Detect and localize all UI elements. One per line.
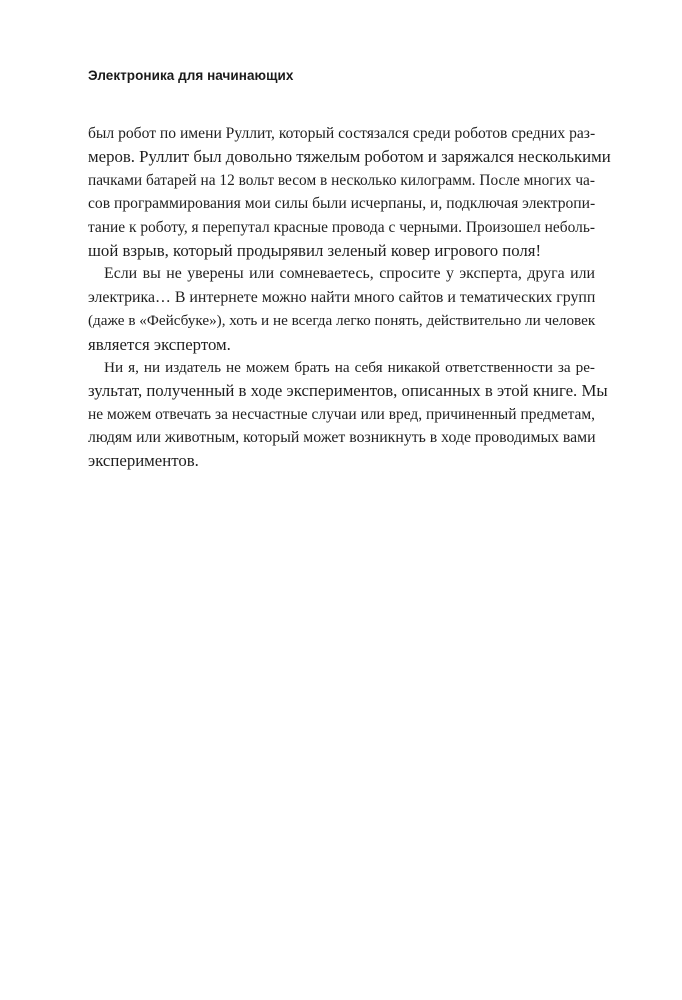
text-line: людям или животным, который может возникнуть в ходе проводимых вами xyxy=(88,429,596,447)
text-line: (даже в «Фейсбуке»), хоть и не всегда легко понять, действительно ли человек xyxy=(88,312,596,330)
text-line: пачками батарей на 12 вольт весом в несколько килограмм. После многих ча- xyxy=(88,171,595,189)
text-line: меров. Руллит был довольно тяжелым роботом и заряжался несколькими xyxy=(88,147,611,167)
text-line: электрика… В интернете можно найти много сайтов и тематических групп xyxy=(88,288,596,306)
text-line: Если вы не уверены или сомневаетесь, спросите у эксперта, друга или xyxy=(104,265,595,283)
body-text xyxy=(88,122,611,473)
paragraph-1 xyxy=(88,122,611,262)
paragraph-3 xyxy=(88,356,608,473)
text-line: является экспертом. xyxy=(88,334,231,354)
text-line: шой взрыв, который продырявил зеленый ковер игрового поля! xyxy=(88,240,542,260)
running-header-title: Электроника для начинающих xyxy=(88,68,294,83)
text-line: был робот по имени Руллит, который состязался среди роботов средних раз- xyxy=(88,125,596,142)
text-line: сов программирования мои силы были исчерпаны, и, подключая электропи- xyxy=(88,195,596,213)
text-line: не можем отвечать за несчастные случаи или вред, причиненный предметам, xyxy=(88,405,595,423)
text-line: тание к роботу, я перепутал красные провода с черными. Произошел неболь- xyxy=(88,218,595,236)
paragraph-2 xyxy=(88,262,595,356)
text-line: зультат, полученный в ходе экспериментов, описанных в этой книге. Мы xyxy=(88,381,608,401)
text-line: экспериментов. xyxy=(88,451,199,471)
text-line: Ни я, ни издатель не можем брать на себя никакой ответственности за ре- xyxy=(104,358,595,376)
